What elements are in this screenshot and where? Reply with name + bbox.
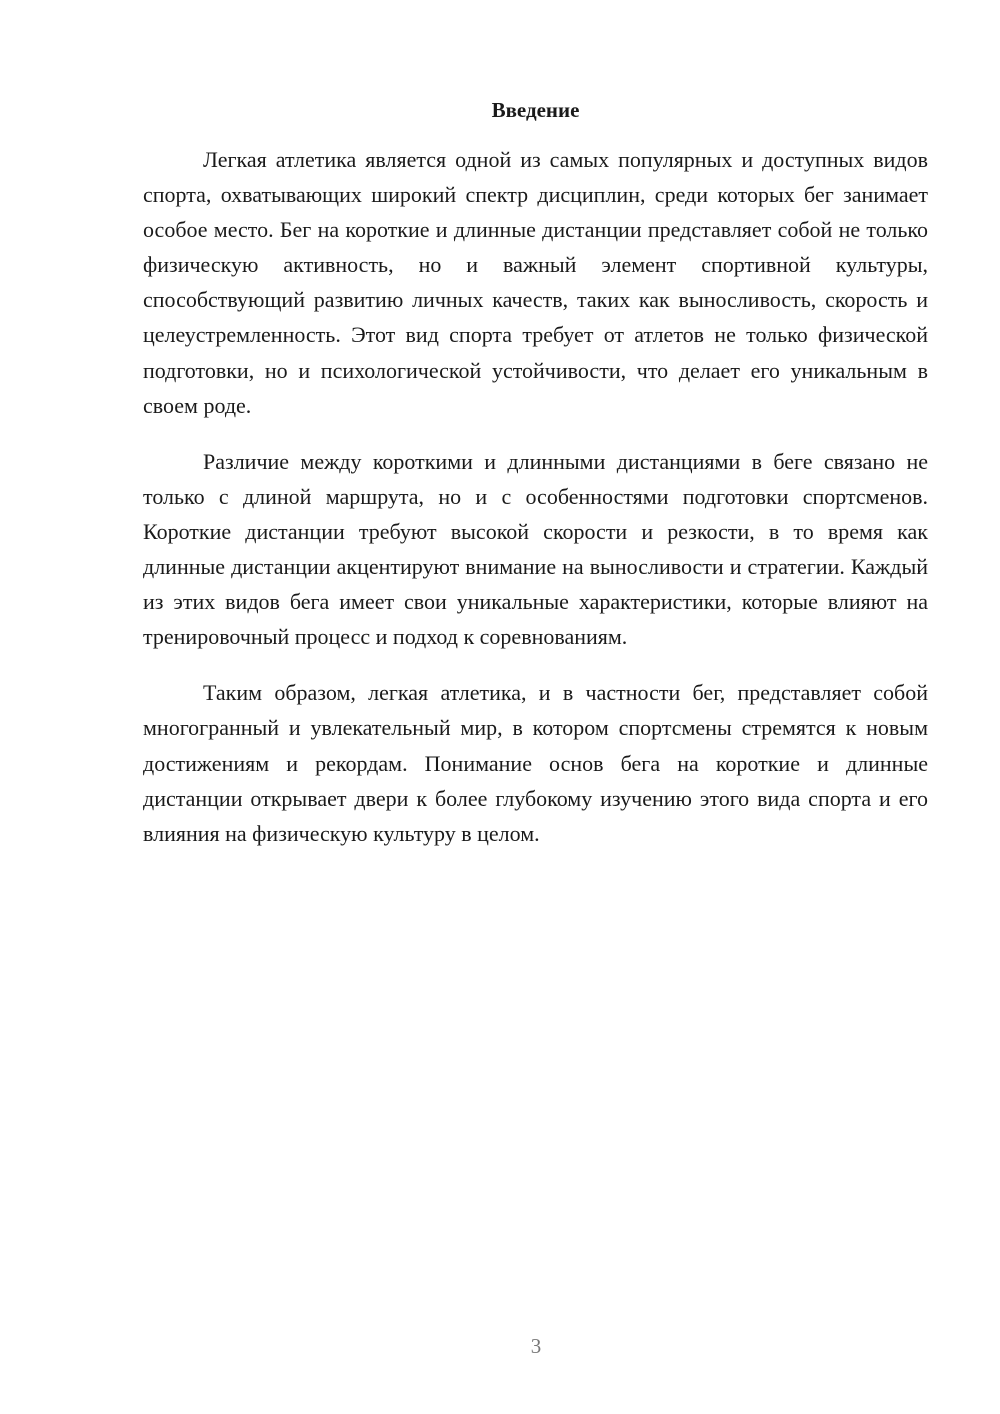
- paragraph-2: Различие между короткими и длинными дистанциями в беге связано не только с длиной маршрута, но и с особенностями подготовки спортсменов. Короткие дистанции требуют высокой скорости и резкости, в то время как длинные дистанции акцентируют внимание на выносливости и стратегии. Каждый из этих видов бега имеет свои уникальные характеристики, которые влияют на тренировочный процесс и подход к соревнованиям.: [143, 448, 928, 650]
- page-number: 3: [530, 1334, 542, 1358]
- section-heading: Введение: [491, 98, 580, 122]
- paragraph-1: Легкая атлетика является одной из самых популярных и доступных видов спорта, охватывающих широкий спектр дисциплин, среди которых бег занимает особое место. Бег на короткие и длинные дистанции представляет собой не только физическую активность, но и важный элемент спортивной культуры, способствующий развитию личных качеств, таких как выносливость, скорость и целеустремленность. Этот вид спорта требует от атлетов не только физической подготовки, но и психологической устойчивости, что делает его уникальным в своем роде.: [143, 147, 928, 418]
- paragraph-3: Таким образом, легкая атлетика, и в частности бег, представляет собой многогранный и увлекательный мир, в котором спортсмены стремятся к новым достижениям и рекордам. Понимание основ бега на короткие и длинные дистанции открывает двери к более глубокому изучению этого вида спорта и его влияния на физическую культуру в целом.: [143, 680, 928, 846]
- page-body: [143, 95, 928, 872]
